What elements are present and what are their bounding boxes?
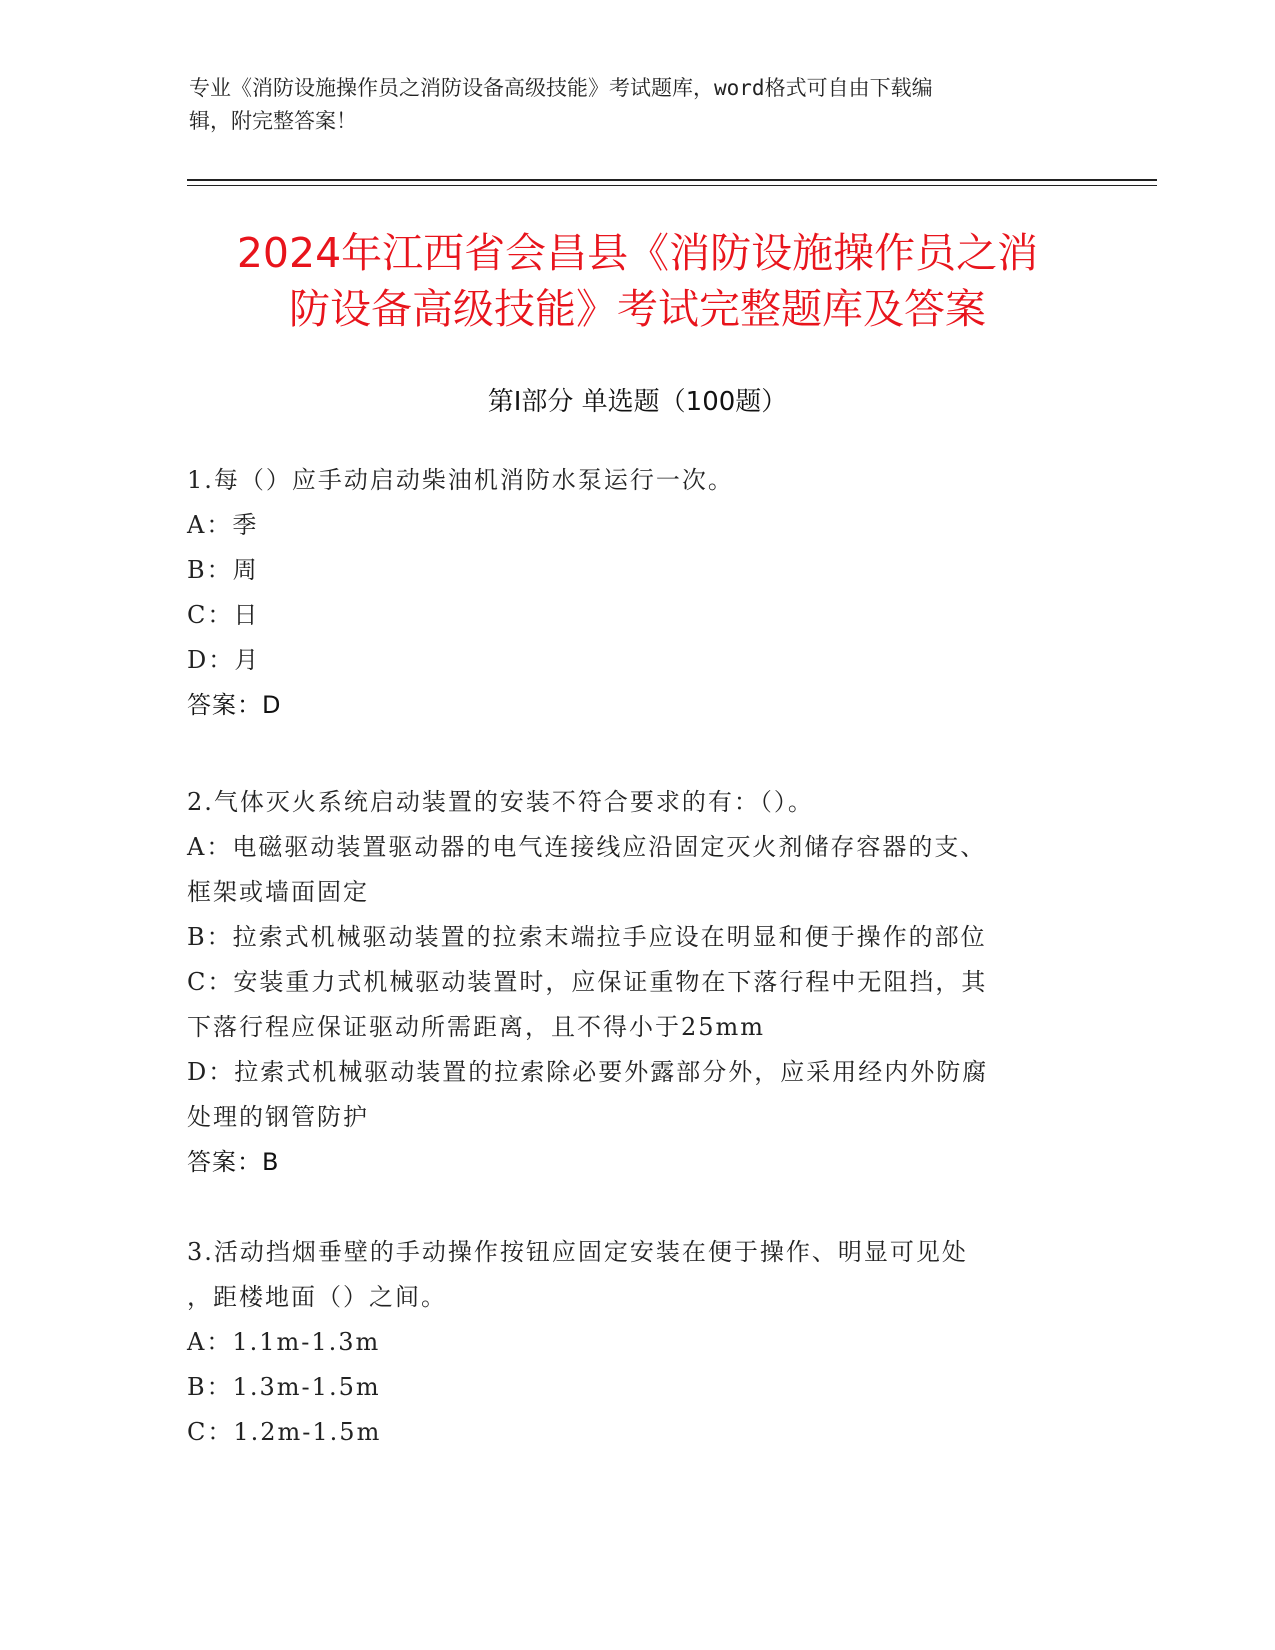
option-c-line-1: C：安装重力式机械驱动装置时，应保证重物在下落行程中无阻挡，其 bbox=[187, 968, 988, 996]
option-d: D：月 bbox=[187, 646, 261, 674]
document-title bbox=[150, 225, 1125, 337]
answer: 答案：B bbox=[187, 1148, 280, 1176]
document-title-line-1: 2024年江西省会昌县《消防设施操作员之消 bbox=[236, 229, 1039, 277]
option-a-line-2: 框架或墙面固定 bbox=[187, 878, 369, 906]
answer: 答案：D bbox=[187, 691, 282, 719]
option-a: A：季 bbox=[187, 511, 259, 539]
option-c: C：日 bbox=[187, 601, 260, 629]
question-1 bbox=[187, 458, 1067, 728]
option-b: B：拉索式机械驱动装置的拉索末端拉手应设在明显和便于操作的部位 bbox=[187, 923, 987, 951]
option-d-line-1: D：拉索式机械驱动装置的拉索除必要外露部分外，应采用经内外防腐 bbox=[187, 1058, 989, 1086]
header-note-line-1: 专业《消防设施操作员之消防设备高级技能》考试题库，word格式可自由下载编 bbox=[189, 76, 933, 100]
option-b: B：1.3m-1.5m bbox=[187, 1373, 381, 1401]
option-d-line-2: 处理的钢管防护 bbox=[187, 1103, 369, 1131]
option-b: B：周 bbox=[187, 556, 259, 584]
section-heading: 第Ⅰ部分 单选题（100题） bbox=[487, 387, 788, 417]
document-title-line-2: 防设备高级技能》考试完整题库及答案 bbox=[289, 285, 986, 333]
question-stem: 2.气体灭火系统启动装置的安装不符合要求的有：（）。 bbox=[187, 788, 814, 816]
header-note bbox=[189, 72, 1089, 138]
option-c-line-2: 下落行程应保证驱动所需距离，且不得小于25mm bbox=[187, 1013, 766, 1041]
question-stem-line-2: ，距楼地面（）之间。 bbox=[187, 1283, 447, 1311]
option-c: C：1.2m-1.5m bbox=[187, 1418, 382, 1446]
header-divider-thin bbox=[187, 185, 1157, 186]
question-3 bbox=[187, 1230, 1067, 1455]
header-divider-thick bbox=[187, 179, 1157, 181]
question-2 bbox=[187, 780, 1067, 1185]
question-stem-line-1: 3.活动挡烟垂壁的手动操作按钮应固定安装在便于操作、明显可见处 bbox=[187, 1238, 968, 1266]
header-note-line-2: 辑，附完整答案！ bbox=[189, 109, 357, 133]
option-a: A：1.1m-1.3m bbox=[187, 1328, 381, 1356]
option-a-line-1: A：电磁驱动装置驱动器的电气连接线应沿固定灭火剂储存容器的支、 bbox=[187, 833, 987, 861]
question-stem: 1.每（）应手动启动柴油机消防水泵运行一次。 bbox=[187, 466, 734, 494]
